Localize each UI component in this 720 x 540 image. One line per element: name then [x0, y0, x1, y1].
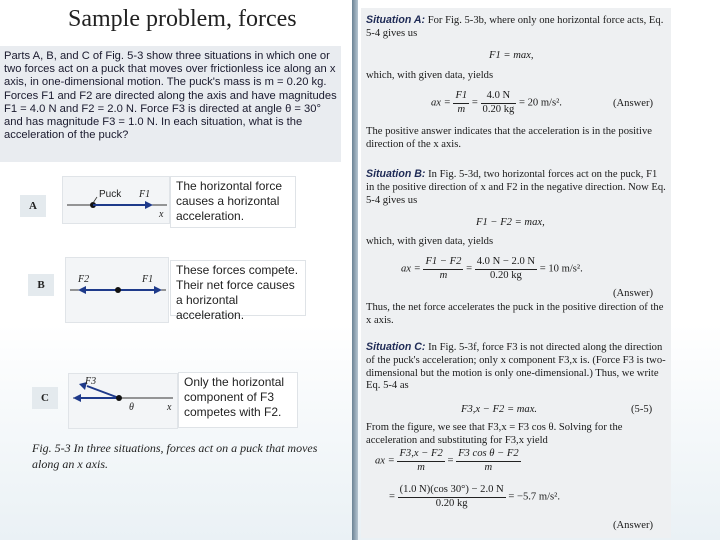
situation-c-eq3: = $\frac{(1.0 N)(\cos 30^\circ) - 2.0 N}{0.20 kg}$ = −5.7 m/s². — [389, 484, 560, 509]
figure-label-c: C — [32, 387, 58, 409]
situation-c-intro — [366, 341, 666, 393]
situation-b-eq1: F1 − F2 = max, — [476, 217, 545, 228]
situation-a-text3: The positive answer indicates that the acceleration is in the positive direction of the x axis. — [366, 126, 652, 150]
situation-c-heading: Situation C: — [366, 341, 426, 353]
situation-b-intro — [366, 168, 666, 207]
a-eq2-lhs: ax = — [431, 97, 451, 109]
situation-b-answer: (Answer) — [613, 288, 654, 299]
figure-b-callout: These forces compete. Their net force causes a horizontal acceleration. — [170, 260, 306, 316]
force-f1-label: F1 — [142, 274, 154, 285]
situation-a-text: For Fig. 5-3b, where only one horizontal force acts, Eq. 5-4 gives us — [366, 15, 664, 39]
x-axis-label: x — [159, 209, 164, 220]
figure-a-diagram — [63, 177, 171, 225]
force-f2-label: F2 — [78, 274, 90, 285]
situation-b-text3: Thus, the net force accelerates the puck in the positive direction of the x axis. — [366, 302, 664, 326]
figure-label-a: A — [20, 195, 46, 217]
puck-dot — [116, 395, 122, 401]
force-f1-arrowhead — [145, 201, 153, 209]
situation-a-heading: Situation A: — [366, 14, 426, 26]
figure-c-callout-line3: competes with F2. — [184, 405, 282, 419]
situation-a-text2: which, with given data, yields — [366, 70, 494, 81]
puck-leader-line — [93, 197, 97, 203]
figure-c-callout-line1: Only the horizontal — [184, 375, 285, 389]
figure-c-diagram — [69, 374, 179, 430]
situation-a-eq2: ax = $\frac{F1}{m}$ = $\frac{4.0 N}{0.20 kg}$ = 20 m/s². — [431, 90, 562, 115]
a-eq2-frac2: $\frac{4.0 N}{0.20 kg}$ — [482, 90, 515, 115]
problem-text: Parts A, B, and C of Fig. 5-3 show three situations in which one or two forces act on a puck that moves over frictionless ice along an x axis, in one-dimensional motion. The puck's mass is m = 0.20 kg. Forces F1 and F2 are directed along the axis and have magnitudes F1 = 4.0 N and F2 = 2.0 N. Force F3 is directed at angle θ = 30° and has magnitude F3 = 1.0 N. In each situation, what is the acceleration of the puck? — [4, 50, 337, 142]
force-f2-arrowhead — [78, 286, 86, 294]
x-axis-label: x — [167, 402, 172, 413]
puck-dot — [115, 287, 121, 293]
situation-c-text: In Fig. 5-3f, force F3 is not directed along the direction of the puck's acceleration; only x component F3,x is. (Force F3 is two-dimensional but the motion is only one-dimensional.) Thus, we write Eq. 5-4 as — [366, 342, 666, 392]
force-f1-label: F1 — [139, 189, 151, 200]
figure-a-panel — [62, 176, 170, 224]
divider-bar — [352, 0, 358, 540]
situation-c-eq2: ax = $\frac{F3,x - F2}{m}$ = $\frac{\text{F3 cos θ − F2}}{m}$ — [375, 448, 519, 473]
situation-c-answer: (Answer) — [613, 520, 654, 531]
situation-a-intro — [366, 14, 666, 41]
situation-b-text: In Fig. 5-3d, two horizontal forces act on the puck, F1 in the positive direction of x and F2 in the negative direction. Now Eq. 5-4 gives us — [366, 169, 666, 206]
a-eq2-frac1: $\frac{F1}{m}$ — [455, 90, 468, 115]
force-f2-arrowhead — [73, 394, 81, 402]
situation-b-eq2: ax = $\frac{F1 - F2}{m}$ = $\frac{4.0 N - 2.0 N}{0.20 kg}$ = 10 m/s². — [401, 256, 583, 281]
figure-c-panel — [68, 373, 178, 429]
figure-b-diagram — [66, 258, 170, 324]
figure-b-panel — [65, 257, 169, 323]
equation-number: (5-5) — [631, 404, 653, 415]
a-eq2-result: = 20 m/s². — [518, 97, 562, 109]
force-f3-arrow — [87, 386, 119, 398]
figure-label-b: B — [28, 274, 54, 296]
solution-panel — [361, 8, 671, 538]
situation-b-text2: which, with given data, yields — [366, 236, 494, 247]
force-f3-label: F3 — [85, 376, 97, 387]
situation-b-heading: Situation B: — [366, 168, 426, 180]
situation-a-answer: (Answer) — [613, 98, 654, 109]
force-f1-arrowhead — [154, 286, 162, 294]
situation-a-eq1: F1 = max, — [489, 50, 534, 61]
angle-theta-label: θ — [129, 402, 134, 413]
figure-c-callout-line2: component of F3 — [184, 390, 275, 404]
problem-statement — [0, 46, 341, 162]
situation-c-eq1: F3,x − F2 = max. — [461, 404, 538, 415]
figure-c-callout — [178, 372, 298, 428]
slide-title: Sample problem, forces — [68, 6, 297, 32]
figure-a-callout: The horizontal force causes a horizontal acceleration. — [170, 176, 296, 228]
situation-c-text2: From the figure, we see that F3,x = F3 cos θ. Solving for the acceleration and substituting for F3,x yield — [366, 422, 623, 446]
puck-label: Puck — [99, 189, 122, 200]
figure-caption: Fig. 5-3 In three situations, forces act on a puck that moves along an x axis. — [32, 441, 318, 471]
